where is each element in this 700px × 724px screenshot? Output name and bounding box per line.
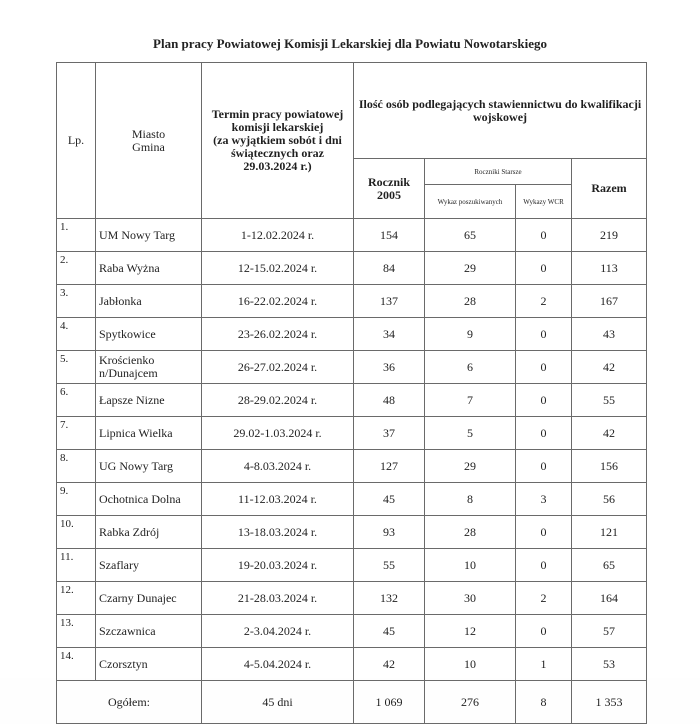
row-rocznik-2005: 84 [354,252,425,285]
row-poszukiwani: 6 [425,351,516,384]
total-poszukiwani: 276 [425,681,516,724]
row-termin: 2-3.04.2024 r. [202,615,354,648]
row-lp: 3. [57,285,96,318]
row-lp: 14. [57,648,96,681]
row-termin: 19-20.03.2024 r. [202,549,354,582]
row-wcr: 0 [516,516,572,549]
row-gmina: Rabka Zdrój [96,516,202,549]
row-rocznik-2005: 48 [354,384,425,417]
row-razem: 156 [572,450,647,483]
row-lp: 13. [57,615,96,648]
row-termin: 13-18.03.2024 r. [202,516,354,549]
row-termin: 26-27.02.2024 r. [202,351,354,384]
row-gmina: Szaflary [96,549,202,582]
row-gmina: Krościenko n/Dunajcem [96,351,202,384]
header-razem: Razem [572,159,647,219]
row-poszukiwani: 10 [425,549,516,582]
row-poszukiwani: 29 [425,450,516,483]
row-poszukiwani: 8 [425,483,516,516]
row-lp: 7. [57,417,96,450]
table-row [57,516,647,549]
table-row [57,351,647,384]
row-termin: 4-5.04.2024 r. [202,648,354,681]
total-row [57,681,647,724]
row-wcr: 2 [516,582,572,615]
row-termin: 12-15.02.2024 r. [202,252,354,285]
row-poszukiwani: 28 [425,516,516,549]
row-poszukiwani: 28 [425,285,516,318]
row-wcr: 0 [516,384,572,417]
row-gmina: Lipnica Wielka [96,417,202,450]
row-wcr: 0 [516,450,572,483]
row-poszukiwani: 5 [425,417,516,450]
row-lp: 9. [57,483,96,516]
row-wcr: 2 [516,285,572,318]
table-row [57,450,647,483]
header-termin [202,63,354,219]
header-rocznik-2005: Rocznik 2005 [354,159,425,219]
table-row [57,285,647,318]
row-lp: 8. [57,450,96,483]
row-gmina: Czarny Dunajec [96,582,202,615]
header-termin-main: Termin pracy powiatowej komisji lekarskiej [211,107,344,134]
row-gmina: Szczawnica [96,615,202,648]
row-rocznik-2005: 137 [354,285,425,318]
table-row [57,384,647,417]
row-gmina: Jabłonka [96,285,202,318]
row-lp: 10. [57,516,96,549]
row-poszukiwani: 12 [425,615,516,648]
row-rocznik-2005: 127 [354,450,425,483]
row-rocznik-2005: 154 [354,219,425,252]
header-termin-note: (za wyjątkiem sobót i dni świątecznych oraz 29.03.2024 r.) [213,133,342,173]
row-rocznik-2005: 42 [354,648,425,681]
row-wcr: 0 [516,417,572,450]
row-termin: 11-12.03.2024 r. [202,483,354,516]
row-razem: 43 [572,318,647,351]
row-razem: 56 [572,483,647,516]
row-lp: 12. [57,582,96,615]
row-razem: 65 [572,549,647,582]
table-row [57,648,647,681]
table-row [57,483,647,516]
row-gmina: UM Nowy Targ [96,219,202,252]
row-rocznik-2005: 37 [354,417,425,450]
row-rocznik-2005: 45 [354,615,425,648]
row-lp: 5. [57,351,96,384]
row-razem: 42 [572,417,647,450]
table-row [57,252,647,285]
row-razem: 55 [572,384,647,417]
row-poszukiwani: 10 [425,648,516,681]
total-wcr: 8 [516,681,572,724]
row-lp: 4. [57,318,96,351]
table-row [57,615,647,648]
row-rocznik-2005: 36 [354,351,425,384]
row-wcr: 0 [516,219,572,252]
header-wykazy-wcr: Wykazy WCR [516,185,572,219]
row-gmina: Raba Wyżna [96,252,202,285]
row-lp: 6. [57,384,96,417]
total-razem: 1 353 [572,681,647,724]
row-termin: 4-8.03.2024 r. [202,450,354,483]
total-termin: 45 dni [202,681,354,724]
table-row [57,549,647,582]
row-razem: 121 [572,516,647,549]
commission-schedule-table [56,62,647,724]
row-razem: 219 [572,219,647,252]
header-roczniki-starsze: Roczniki Starsze [425,159,572,185]
row-termin: 28-29.02.2024 r. [202,384,354,417]
header-gmina: Gmina [132,139,165,154]
row-rocznik-2005: 55 [354,549,425,582]
row-poszukiwani: 9 [425,318,516,351]
row-termin: 21-28.03.2024 r. [202,582,354,615]
header-lp: Lp. [57,63,96,219]
row-termin: 1-12.02.2024 r. [202,219,354,252]
row-gmina: UG Nowy Targ [96,450,202,483]
row-wcr: 0 [516,318,572,351]
row-razem: 53 [572,648,647,681]
header-miasto-gmina [96,63,202,219]
total-rocznik-2005: 1 069 [354,681,425,724]
row-gmina: Ochotnica Dolna [96,483,202,516]
row-razem: 113 [572,252,647,285]
row-wcr: 0 [516,549,572,582]
row-rocznik-2005: 132 [354,582,425,615]
row-razem: 164 [572,582,647,615]
row-termin: 16-22.02.2024 r. [202,285,354,318]
row-wcr: 1 [516,648,572,681]
header-miasto: Miasto [131,126,166,141]
row-rocznik-2005: 34 [354,318,425,351]
table-row [57,417,647,450]
header-ilosc-osob: Ilość osób podlegających stawiennictwu do kwalifikacji wojskowej [354,63,647,159]
row-poszukiwani: 29 [425,252,516,285]
row-poszukiwani: 30 [425,582,516,615]
table-body [57,219,647,681]
row-gmina: Łapsze Nizne [96,384,202,417]
row-rocznik-2005: 45 [354,483,425,516]
row-gmina: Czorsztyn [96,648,202,681]
row-termin: 23-26.02.2024 r. [202,318,354,351]
row-wcr: 0 [516,615,572,648]
row-rocznik-2005: 93 [354,516,425,549]
row-razem: 42 [572,351,647,384]
row-wcr: 0 [516,351,572,384]
row-poszukiwani: 7 [425,384,516,417]
row-razem: 57 [572,615,647,648]
row-lp: 1. [57,219,96,252]
row-razem: 167 [572,285,647,318]
row-gmina: Spytkowice [96,318,202,351]
table-row [57,318,647,351]
row-wcr: 0 [516,252,572,285]
header-wykaz-poszukiwanych: Wykaz poszukiwanych [425,185,516,219]
row-lp: 11. [57,549,96,582]
table-row [57,219,647,252]
total-label: Ogółem: [57,681,202,724]
row-termin: 29.02-1.03.2024 r. [202,417,354,450]
table-row [57,582,647,615]
row-wcr: 3 [516,483,572,516]
document-title: Plan pracy Powiatowej Komisji Lekarskiej dla Powiatu Nowotarskiego [153,36,547,51]
row-poszukiwani: 65 [425,219,516,252]
row-lp: 2. [57,252,96,285]
